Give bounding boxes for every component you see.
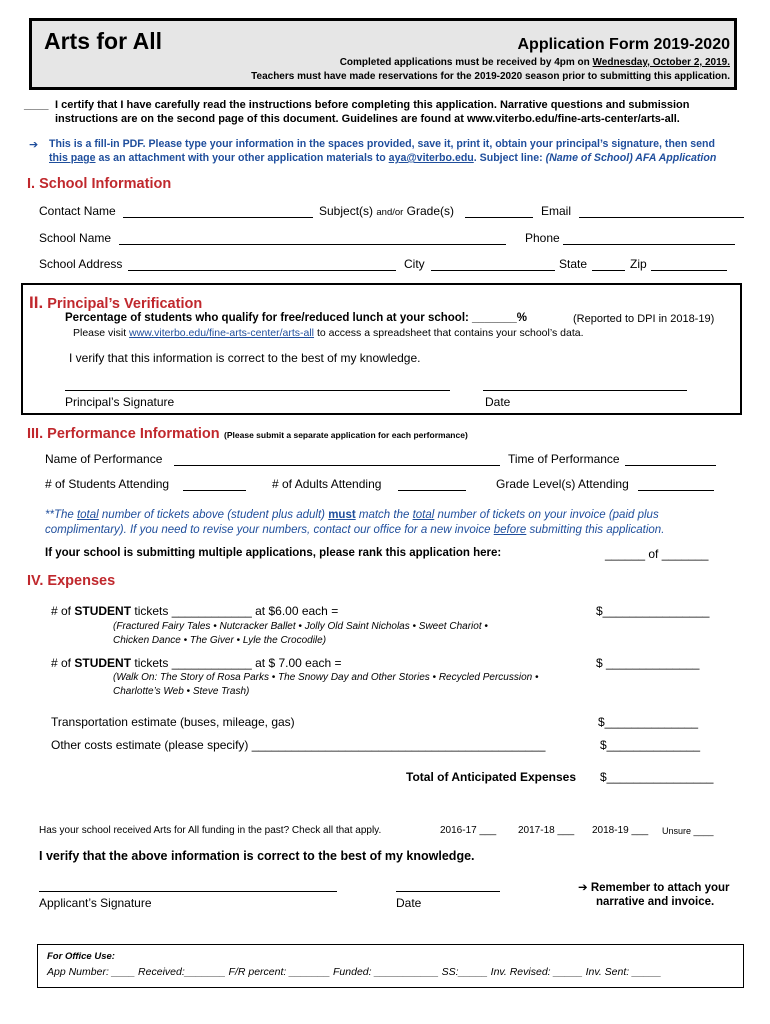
form-title: Application Form 2019-2020 (517, 36, 730, 53)
certify-line-1: I certify that I have carefully read the instructions before completing this application. Narrative questions and submission (55, 99, 690, 111)
certify-blank[interactable]: ____ (24, 99, 49, 111)
this-page-link[interactable]: this page (49, 152, 96, 164)
expenses-heading: IV. Expenses (27, 573, 116, 589)
deadline-date: Wednesday, October 2, 2019. (592, 57, 730, 68)
office-use-fields: App Number: ____ Received:_______ F/R percent: _______ Funded: ___________ SS:_____ Inv. Revised: _____ Inv. Sent: _____ (47, 966, 662, 978)
students-attending-label: # of Students Attending (45, 477, 170, 491)
phone-field[interactable] (563, 244, 735, 245)
ticket-note-line-2: complimentary). If you need to revise your numbers, contact our office for a new invoice before submitting this application. (45, 524, 665, 536)
applicant-date-label: Date (396, 896, 422, 910)
school-name-field[interactable] (119, 244, 506, 245)
adults-attending-label: # of Adults Attending (272, 477, 382, 491)
principal-signature-label: Principal’s Signature (65, 395, 175, 409)
school-name-label: School Name (39, 231, 112, 245)
shows-7-line-1: (Walk On: The Story of Rosa Parks • The Snowy Day and Other Stories • Recycled Percussion • (113, 672, 539, 683)
school-address-field[interactable] (128, 270, 396, 271)
remember-line-1: ➔ Remember to attach your (578, 882, 730, 894)
transportation-amount[interactable]: $______________ (598, 715, 699, 729)
spreadsheet-link[interactable]: www.viterbo.edu/fine-arts-center/arts-all (129, 327, 315, 339)
funding-2017-18[interactable]: 2017-18 ___ (518, 825, 575, 836)
adults-attending-field[interactable] (398, 490, 466, 491)
subjects-grades-field[interactable] (465, 217, 533, 218)
other-costs-label[interactable]: Other costs estimate (please specify) ____________________________________________ (51, 738, 546, 752)
funding-2018-19[interactable]: 2018-19 ___ (592, 825, 649, 836)
applicant-verify-text: I verify that the above information is correct to the best of my knowledge. (39, 849, 475, 863)
deadline-note: Completed applications must be received by 4pm on Wednesday, October 2, 2019. (339, 57, 730, 68)
principal-signature-field[interactable] (65, 390, 450, 391)
visit-note: Please visit www.viterbo.edu/fine-arts-center/arts-all to access a spreadsheet that contains your school’s data. (73, 327, 584, 339)
shows-6-line-1: (Fractured Fairy Tales • Nutcracker Ballet • Jolly Old Saint Nicholas • Sweet Chariot • (113, 621, 488, 632)
performance-name-field[interactable] (174, 465, 500, 466)
office-use-heading: For Office Use: (47, 951, 115, 962)
performance-heading: III. Performance Information (Please submit a separate application for each performance) (27, 426, 468, 442)
applicant-date-field[interactable] (396, 891, 500, 892)
instructions-line-2: this page as an attachment with your other application materials to aya@viterbo.edu. Subject line: (Name of School) AFA Application (49, 152, 717, 164)
principal-heading: II. Principal’s Verification (29, 293, 203, 312)
student-tickets-7-row: # of STUDENT tickets ____________ at $ 7.00 each = (51, 656, 342, 670)
principal-verify-text: I verify that this information is correct to the best of my knowledge. (69, 351, 421, 365)
phone-label: Phone (525, 231, 560, 245)
funding-unsure[interactable]: Unsure ____ (662, 826, 714, 836)
performance-name-label: Name of Performance (45, 452, 163, 466)
applicant-signature-field[interactable] (39, 891, 337, 892)
performance-time-field[interactable] (625, 465, 716, 466)
arrow-icon: ➔ (29, 139, 39, 151)
state-field[interactable] (592, 270, 625, 271)
zip-field[interactable] (651, 270, 727, 271)
total-expenses-label: Total of Anticipated Expenses (406, 770, 577, 784)
contact-name-label: Contact Name (39, 204, 116, 218)
email-link[interactable]: aya@viterbo.edu (388, 152, 474, 164)
principal-date-field[interactable] (483, 390, 687, 391)
school-info-heading: I. School Information (27, 176, 172, 192)
subjects-grades-label: Subject(s) and/or Grade(s) (319, 204, 454, 218)
email-label: Email (541, 204, 572, 218)
student-tickets-6-amount[interactable]: $________________ (596, 604, 710, 618)
principal-date-label: Date (485, 395, 511, 409)
certify-line-2: instructions are on the second page of this document. Guidelines are found at www.viterbo.edu/fine-arts-center/arts-all. (55, 113, 680, 125)
grade-level-label: Grade Level(s) Attending (496, 477, 629, 491)
shows-7-line-2: Charlotte’s Web • Steve Trash) (113, 686, 250, 697)
instructions-line-1: This is a fill-in PDF. Please type your information in the spaces provided, save it, print it, obtain your principal’s signature, then send (49, 138, 715, 150)
students-attending-field[interactable] (183, 490, 246, 491)
transportation-label: Transportation estimate (buses, mileage, gas) (51, 715, 295, 729)
student-tickets-6-row: # of STUDENT tickets ____________ at $6.00 each = (51, 604, 339, 618)
applicant-signature-label: Applicant’s Signature (39, 896, 152, 910)
page-title: Arts for All (44, 28, 162, 54)
funding-question: Has your school received Arts for All funding in the past? Check all that apply. (39, 825, 382, 836)
contact-name-field[interactable] (123, 217, 313, 218)
reservation-note: Teachers must have made reservations for the 2019-2020 season prior to submitting this application. (251, 71, 730, 82)
arrow-icon: ➔ (578, 882, 588, 894)
reported-note: (Reported to DPI in 2018-19) (573, 313, 715, 325)
ticket-note-line-1: **The total number of tickets above (student plus adult) must match the total number of tickets on your invoice (paid plus (45, 509, 659, 521)
total-expenses-amount[interactable]: $________________ (600, 770, 714, 784)
state-label: State (559, 257, 588, 271)
city-label: City (404, 257, 425, 271)
student-tickets-7-amount[interactable]: $ ______________ (596, 656, 700, 670)
performance-time-label: Time of Performance (508, 452, 620, 466)
zip-label: Zip (630, 257, 647, 271)
remember-line-2: narrative and invoice. (596, 896, 715, 908)
school-address-label: School Address (39, 257, 123, 271)
lunch-percentage-label: Percentage of students who qualify for free/reduced lunch at your school: _______% (65, 312, 528, 324)
funding-2016-17[interactable]: 2016-17 ___ (440, 825, 497, 836)
shows-6-line-2: Chicken Dance • The Giver • Lyle the Crocodile) (113, 635, 327, 646)
city-field[interactable] (431, 270, 555, 271)
rank-field[interactable]: ______ of _______ (605, 547, 709, 561)
grade-level-field[interactable] (638, 490, 714, 491)
rank-label: If your school is submitting multiple applications, please rank this application here: (45, 547, 502, 559)
email-field[interactable] (579, 217, 744, 218)
other-costs-amount[interactable]: $______________ (600, 738, 701, 752)
